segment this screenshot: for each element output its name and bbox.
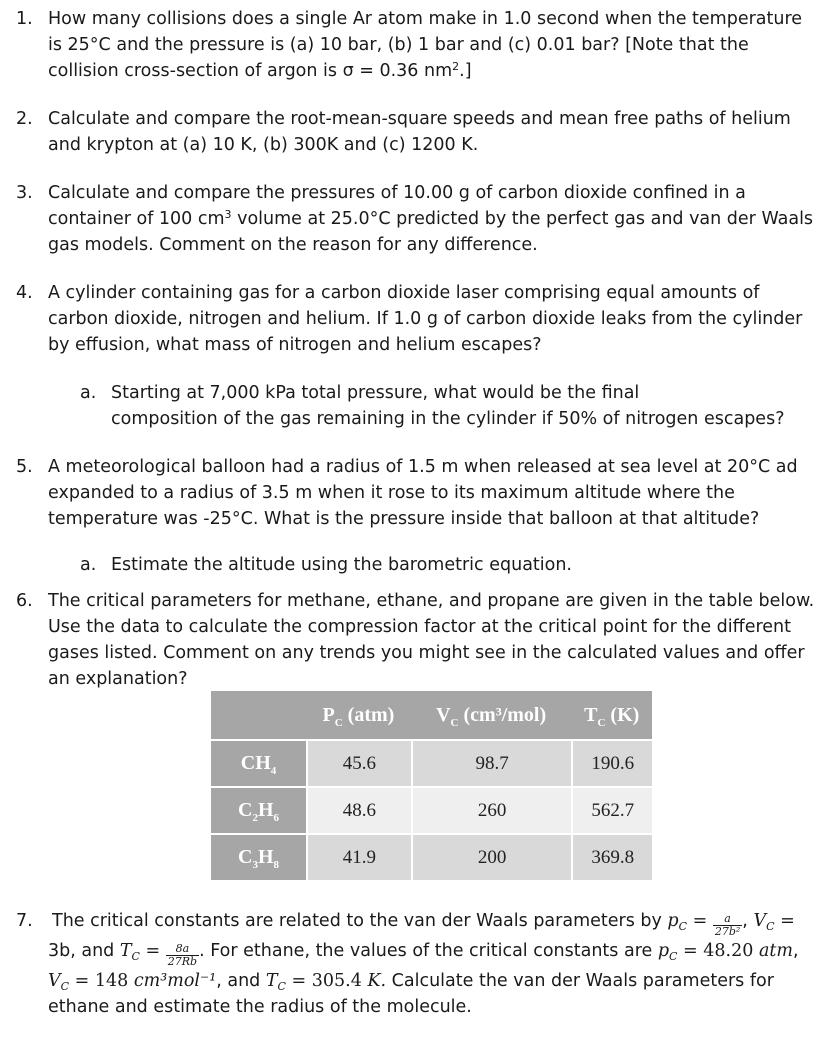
subpart-letter: a. xyxy=(80,555,97,575)
cell-pc: 45.6 xyxy=(306,739,411,786)
question-number: 1. xyxy=(16,9,33,29)
question-6 xyxy=(16,588,821,692)
subpart-text: Starting at 7,000 kPa total pressure, what would be the final composition of the gas remaining in the cylinder if 50% of nitrogen escapes? xyxy=(111,383,785,429)
cell-pc: 41.9 xyxy=(306,833,411,880)
cell-tc: 190.6 xyxy=(571,739,652,786)
row-label-propane: $C_3H_8$ xyxy=(211,833,306,880)
question-4-subpart-a xyxy=(80,380,800,432)
cell-vc: 98.7 xyxy=(411,739,572,786)
vc-relation: $V_C$ = xyxy=(753,911,795,933)
question-4 xyxy=(16,280,821,358)
question-text: The critical parameters for methane, ethane, and propane are given in the table below. Use the data to calculate the compression factor at the critical point for the different gases listed. Comment on any trends you might see in the calculated values and offer an explanation? xyxy=(48,591,815,689)
table-row xyxy=(211,739,652,786)
question-number: 5. xyxy=(16,457,33,477)
header-vc: $V_C$ (cm³/mol) xyxy=(411,691,572,739)
cell-tc: 562.7 xyxy=(571,786,652,833)
critical-parameters-table xyxy=(211,691,652,880)
header-tc: $T_C$ (K) xyxy=(571,691,652,739)
question-5-subpart-a xyxy=(80,552,800,578)
tc-value: $T_C = 305.4$ K. xyxy=(265,971,387,993)
question-1 xyxy=(16,6,821,84)
subpart-text: Estimate the altitude using the barometric equation. xyxy=(111,555,572,575)
question-number: 4. xyxy=(16,283,33,303)
question-text: Calculate and compare the pressures of 10.00 g of carbon dioxide confined in a container of 100 $cm^3$ volume at 25.0°C predicted by the perfect gas and van der Waals gas models. Comment on the reason for any difference. xyxy=(48,183,814,255)
cell-vc: 260 xyxy=(411,786,572,833)
cell-vc: 200 xyxy=(411,833,572,880)
question-text: A meteorological balloon had a radius of 1.5 m when released at sea level at 20°C ad expanded to a radius of 3.5 m when it rose to its maximum altitude where the temperature was -25°C. What is the pressure inside that balloon at that altitude? xyxy=(48,457,798,529)
question-7 xyxy=(16,906,821,1020)
pc-value: $p_C = 48.20$ atm xyxy=(657,941,794,963)
question-number: 7. xyxy=(16,911,33,931)
cell-tc: 369.8 xyxy=(571,833,652,880)
vc-value: $V_C = 148$ cm³mol⁻¹ xyxy=(48,971,217,993)
table-header-row xyxy=(211,691,652,739)
question-text-cont2: $V_C = 148$ cm³mol⁻¹, and $T_C = 305.4$ K. Calculate the van der Waals parameters for ethane and estimate the radius of the molecule. xyxy=(48,971,774,1017)
row-label-ethane: $C_2H_6$ xyxy=(211,786,306,833)
question-2 xyxy=(16,106,821,158)
table-row xyxy=(211,833,652,880)
question-number: 6. xyxy=(16,591,33,611)
question-number: 3. xyxy=(16,183,33,203)
cell-pc: 48.6 xyxy=(306,786,411,833)
question-text: Calculate and compare the root-mean-square speeds and mean free paths of helium and krypton at (a) 10 K, (b) 300K and (c) 1200 K. xyxy=(48,109,791,155)
question-text: The critical constants are related to the van der Waals parameters by $p_C$ = $\frac{a}{\text{27b²}}$ , $V_C$ = xyxy=(52,911,795,938)
question-3 xyxy=(16,180,821,258)
table-corner-cell xyxy=(211,691,306,739)
subpart-letter: a. xyxy=(80,383,97,403)
header-pc: $P_C$ (atm) xyxy=(306,691,411,739)
question-text-cont: 3b, and $T_C$ = $\frac{8a}{27Rb}$ . For ethane, the values of the critical constants are $p_C = 48.20$ atm, xyxy=(48,941,799,968)
pc-relation: $p_C$ = $\frac{a}{\text{27b²}}$ xyxy=(667,911,741,938)
question-number: 2. xyxy=(16,109,33,129)
question-5 xyxy=(16,454,821,532)
table-row xyxy=(211,786,652,833)
row-label-methane: $CH_4$ xyxy=(211,739,306,786)
tc-relation: $T_C$ = $\frac{8a}{27Rb}$ xyxy=(119,941,198,968)
question-text: A cylinder containing gas for a carbon dioxide laser comprising equal amounts of carbon dioxide, nitrogen and helium. If 1.0 g of carbon dioxide leaks from the cylinder by effusion, what mass of nitrogen and helium escapes? xyxy=(48,283,803,355)
question-text: How many collisions does a single Ar atom make in 1.0 second when the temperature is 25°C and the pressure is (a) 10 bar, (b) 1 bar and (c) 0.01 bar? [Note that the collision cross-section of argon is σ = 0.36 $nm^2$.] xyxy=(48,9,803,81)
